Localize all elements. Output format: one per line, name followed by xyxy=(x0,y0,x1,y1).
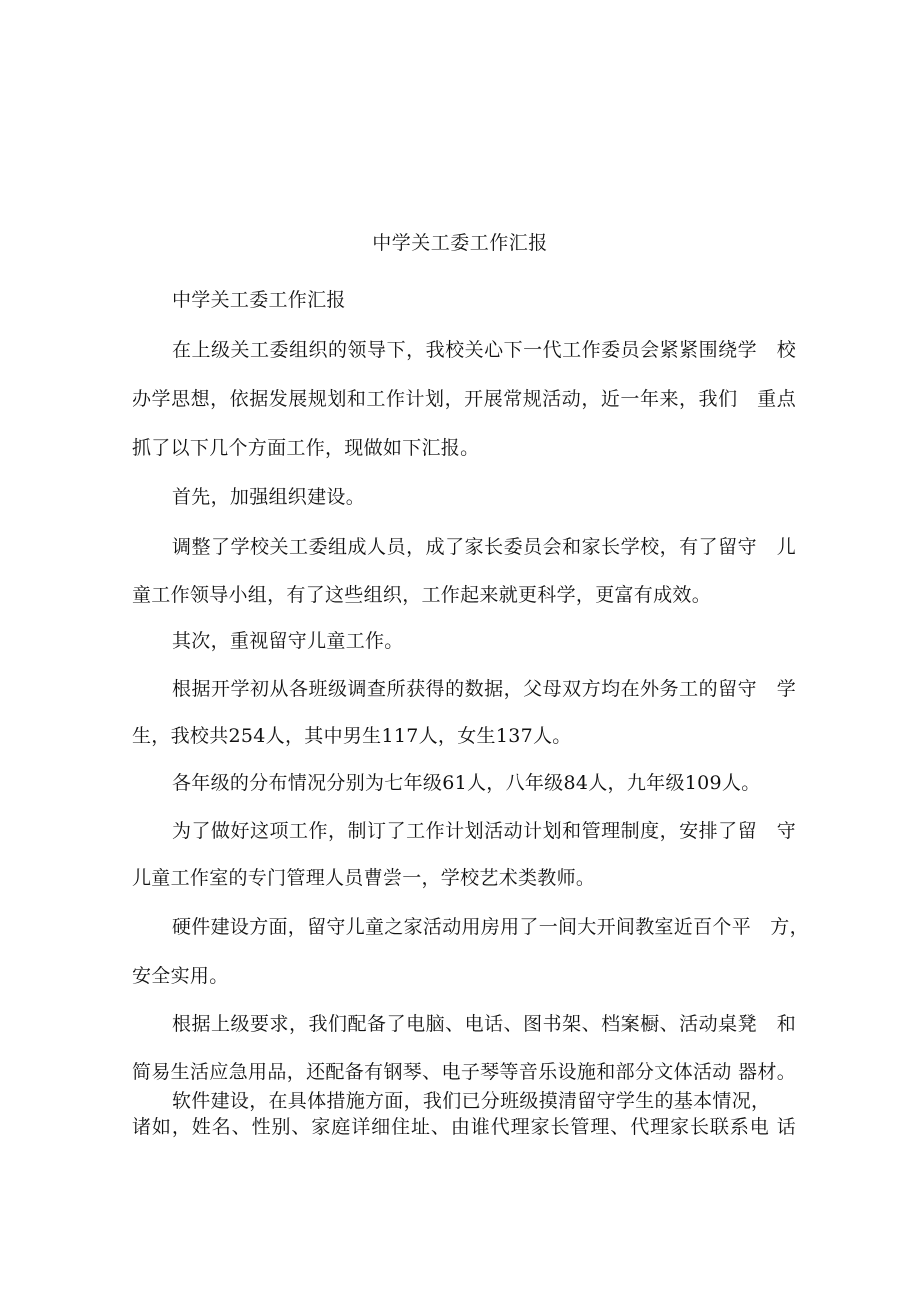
paragraph-line: 各年级的分布情况分别为七年级61人，八年级84人，九年级109人。 xyxy=(172,772,761,794)
paragraph-line: 童工作领导小组，有了这些组织，工作起来就更科学，更富有成效。 xyxy=(132,584,712,606)
paragraph-line: 简易生活应急用品，还配备有钢琴、电子琴等音乐设施和部分文体活动 器材。 xyxy=(132,1061,796,1083)
paragraph-line: 在上级关工委组织的领导下，我校关心下一代工作委员会紧紧围绕学 校 xyxy=(172,339,796,361)
paragraph-line: 抓了以下几个方面工作，现做如下汇报。 xyxy=(132,437,480,459)
paragraph-line: 根据上级要求，我们配备了电脑、电话、图书架、档案橱、活动桌凳 和 xyxy=(172,1013,796,1035)
paragraph-line: 安全实用。 xyxy=(132,965,229,987)
paragraph-line: 调整了学校关工委组成人员，成了家长委员会和家长学校，有了留守 儿 xyxy=(172,536,796,558)
paragraph-line: 生，我校共254人，其中男生117人，女生137人。 xyxy=(132,725,572,747)
paragraph-line: 办学思想，依据发展规划和工作计划，开展常规活动，近一年来，我们 重点 xyxy=(132,388,796,410)
paragraph-line: 首先，加强组织建设。 xyxy=(172,486,366,508)
paragraph-line: 其次，重视留守儿童工作。 xyxy=(172,630,404,652)
paragraph-line: 诸如，姓名、性别、家庭详细住址、由谁代理家长管理、代理家长联系电 话 xyxy=(132,1116,796,1138)
paragraph-line: 硬件建设方面，留守儿童之家活动用房用了一间大开间教室近百个平 方， xyxy=(172,916,809,938)
subtitle-line: 中学关工委工作汇报 xyxy=(172,289,346,311)
paragraph-line: 根据开学初从各班级调查所获得的数据，父母双方均在外务工的留守 学 xyxy=(172,678,796,700)
paragraph-line: 为了做好这项工作，制订了工作计划活动计划和管理制度，安排了留 守 xyxy=(172,820,796,842)
paragraph-line: 儿童工作室的专门管理人员曹尝一，学校艺术类教师。 xyxy=(132,867,596,889)
page-title: 中学关工委工作汇报 xyxy=(372,232,548,254)
paragraph-line: 软件建设，在具体措施方面，我们已分班级摸清留守学生的基本情况， xyxy=(172,1090,771,1112)
